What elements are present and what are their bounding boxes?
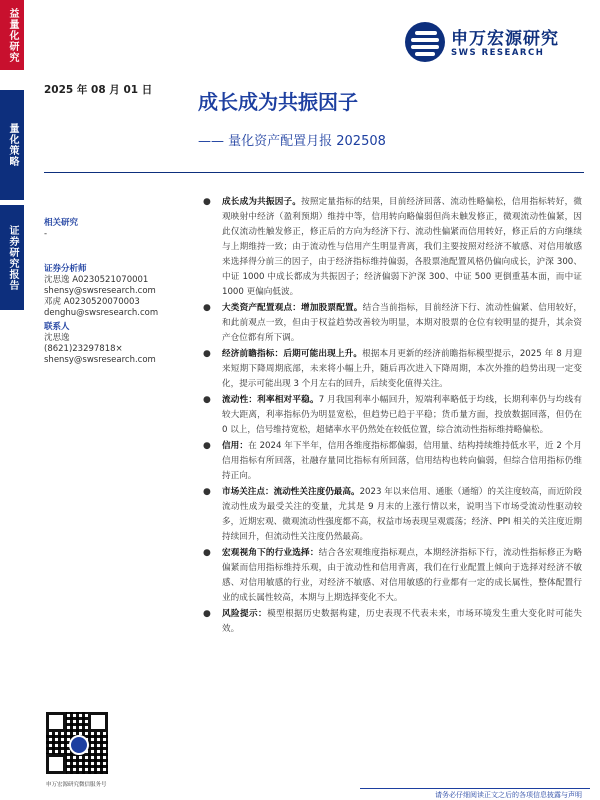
- related-label: 相关研究: [44, 218, 79, 228]
- header-divider: [44, 172, 584, 173]
- logo-globe-icon: [405, 22, 445, 62]
- bullet-item: ● 风险提示：模型根据历史数据构建，历史表现不代表未来，市场环境发生重大变化时可能失效。: [203, 609, 582, 634]
- bullet-item: ● 流动性：利率相对平稳。7 月我国利率小幅回升，短端利率略低于均线，长期利率仍与均线有较大距离，利率指标仍为明显宽松，但趋势已趋于平稳；货币量方面，投放数据回落，但仍在 0 以上，信号维持宽松，超储率水平仍然处在较低位置，综合流动性指标维持略偏松。: [203, 395, 582, 435]
- bullet-item: ● 宏观视角下的行业选择：结合各宏观维度指标观点，本期经济指标下行，流动性指标修正为略偏紧而信用指标维持乐观，由于流动性和信用背离，我们在行业配置上倾向于选择对经济不敏感、对信用敏感的行业，对经济不敏感、对信用敏感的行业都有一定的成长属性，整体配置行业的成长属性较高，本期与上期选择变化不大。: [203, 548, 582, 603]
- bullet-item: ● 市场关注点：流动性关注度仍最高。2023 年以来信用、通胀（通缩）的关注度较高，而近阶段流动性成为最受关注的变量，尤其是 9 月末的上涨行情以来，说明当下市场受流动性驱动较多，近期宏观、微观流动性强度都不高，权益市场表现呈观震荡；经济、PPI 相关的关注度近期持续回升，但流动性关注度仍然最高。: [203, 487, 582, 542]
- brand-logo: [405, 22, 585, 66]
- qr-caption: 申万宏源研究微信服务号: [46, 782, 107, 788]
- related-value: -: [44, 229, 48, 239]
- brand-name-cn: 申万宏源研究: [451, 29, 559, 49]
- qr-code-icon[interactable]: [46, 712, 108, 774]
- contact-name: 沈思逸: [44, 333, 70, 343]
- footer-disclaimer: 请务必仔细阅读正文之后的各项信息披露与声明: [435, 791, 582, 799]
- analyst-email[interactable]: denghu@swsresearch.com: [44, 308, 159, 318]
- footer-divider: [360, 788, 590, 789]
- tab-report-type: 证券研究报告: [0, 205, 24, 310]
- analysts-block: [44, 264, 184, 319]
- brand-name-en: SWS RESEARCH: [451, 48, 545, 58]
- tab-top: 益量化研究: [0, 0, 24, 70]
- contact-label: 联系人: [44, 322, 70, 332]
- analysts-label: 证券分析师: [44, 264, 87, 274]
- bullet-item: ● 成长成为共振因子。按照定量指标的结果，目前经济回落、流动性略偏松，信用指标转好，微观映射中经济（盈利预期）维持中等，信用转向略偏弱但尚未触发修正，微观流动性偏紧，因此仅流动性触发修正，修正后的方向为经济下行、流动性偏紧而信用转好，修正后的方向继续与上期维持一致；由于流动性与信用产生明显背离，我们主要按照对经济不敏感、对信用敏感来选择得分前三的因子，由于经济指标维持偏弱，各股票池配置风格仍偏向成长，沪深 300、中证 1000 中成长都成为共振因子；经济偏弱下沪深 300、中证 500 更倒重基本面，而中证 1000 更偏向低波。: [203, 197, 582, 297]
- bullet-item: ● 信用：在 2024 年下半年，信用各维度指标都偏弱，信用量、结构持续维持低水平，近 2 个月信用指标有所回落，社融存量同比指标有所回落，信用结构也转向偏弱，但综合信用指标仍维持正向。: [203, 441, 582, 481]
- bullet-item: ● 经济前瞻指标：后期可能出现上升。根据本月更新的经济前瞻指标模型提示，2025 年 8 月迎来短期下降周期底部，未来将小幅上升，随后再次进入下降周期，本次外推的趋势出现一定变化，提示可能出现 3 个月左右的回升，后续变化值得关注。: [203, 349, 582, 389]
- contact-email[interactable]: shensy@swsresearch.com: [44, 355, 156, 365]
- analyst-line: 沈思逸 A0230521070001: [44, 275, 149, 285]
- contact-phone: (8621)23297818×: [44, 344, 123, 354]
- related-research: [44, 218, 184, 240]
- analyst-line: 邓虎 A0230520070003: [44, 297, 140, 307]
- analyst-email[interactable]: shensy@swsresearch.com: [44, 286, 156, 296]
- report-title: 成长成为共振因子: [198, 90, 358, 114]
- tab-strategy: 量化策略: [0, 90, 24, 200]
- summary-bullets: [200, 195, 582, 638]
- contact-block: [44, 322, 184, 366]
- bullet-item: ● 大类资产配置观点：增加股票配置。结合当前指标，目前经济下行、流动性偏紧、信用较好，和此前观点一致，但由于权益趋势改善较为明显，本期对股票的仓位有较明显的提升，其余资产仓位都有所下调。: [203, 303, 582, 343]
- report-subtitle: —— 量化资产配置月报 202508: [198, 134, 386, 149]
- report-date: 2025 年 08 月 01 日: [44, 84, 153, 96]
